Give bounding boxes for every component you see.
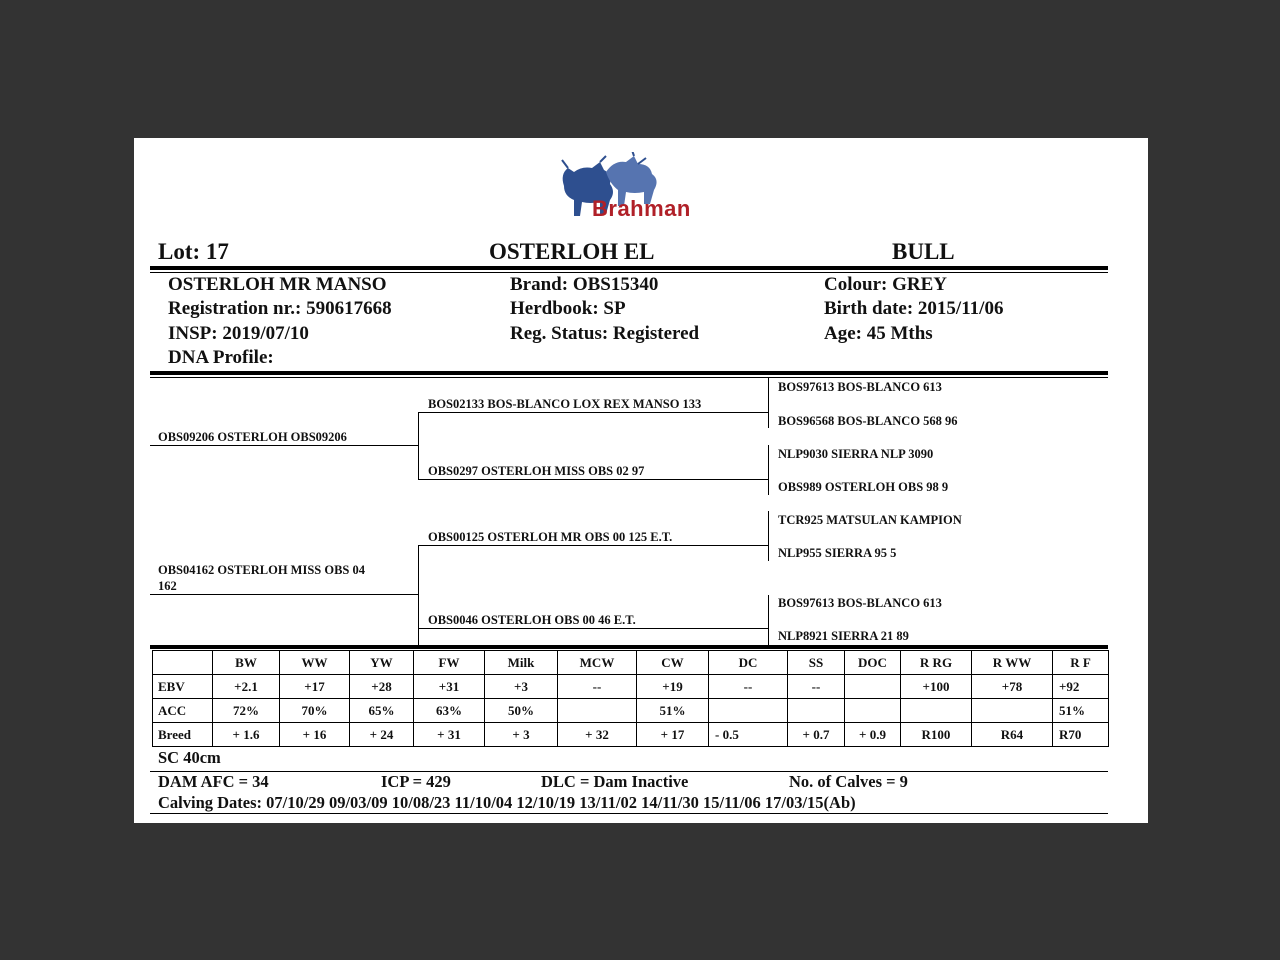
ebv-cell: + 0.9 bbox=[845, 723, 901, 747]
pedigree-line bbox=[150, 445, 418, 446]
ebv-header-cell: R WW bbox=[972, 651, 1053, 675]
pedigree-top-rule-thin bbox=[150, 377, 1108, 378]
ebv-header-cell: BW bbox=[213, 651, 280, 675]
ebv-header-cell: SS bbox=[788, 651, 845, 675]
pedigree-sire: OBS09206 OSTERLOH OBS09206 bbox=[158, 430, 347, 444]
pedigree-sire-dam: OBS0297 OSTERLOH MISS OBS 02 97 bbox=[428, 464, 645, 478]
pedigree-line bbox=[768, 445, 769, 495]
dna-profile: DNA Profile: bbox=[168, 347, 274, 368]
number-of-calves: No. of Calves = 9 bbox=[789, 772, 908, 791]
pedigree-sss: BOS97613 BOS-BLANCO 613 bbox=[778, 380, 942, 394]
ebv-header-cell: R F bbox=[1053, 651, 1109, 675]
pedigree-dsd: NLP955 SIERRA 95 5 bbox=[778, 546, 897, 560]
ebv-cell bbox=[558, 699, 637, 723]
ebv-row-label: ACC bbox=[153, 699, 213, 723]
ebv-top-rule bbox=[150, 645, 1108, 649]
lot-number: Lot: 17 bbox=[158, 239, 229, 264]
icp: ICP = 429 bbox=[381, 772, 451, 791]
dam-afc: DAM AFC = 34 bbox=[158, 772, 269, 791]
calving-dates: Calving Dates: 07/10/29 09/03/09 10/08/23 11/10/04 12/10/19 13/11/02 14/11/30 15/11/06 17/03/15(Ab) bbox=[158, 793, 856, 812]
animal-sex: BULL bbox=[892, 239, 955, 264]
pedigree-ddd: NLP8921 SIERRA 21 89 bbox=[778, 629, 909, 643]
ebv-row-label: EBV bbox=[153, 675, 213, 699]
ebv-cell: + 24 bbox=[350, 723, 414, 747]
pedigree-line bbox=[150, 594, 418, 595]
ebv-header-cell: DOC bbox=[845, 651, 901, 675]
ebv-cell bbox=[972, 699, 1053, 723]
pedigree-dds: BOS97613 BOS-BLANCO 613 bbox=[778, 596, 942, 610]
ebv-cell: 50% bbox=[485, 699, 558, 723]
ebv-header-cell bbox=[153, 651, 213, 675]
ebv-cell: + 16 bbox=[280, 723, 350, 747]
ebv-cell: +3 bbox=[485, 675, 558, 699]
pedigree-dam-dam: OBS0046 OSTERLOH OBS 00 46 E.T. bbox=[428, 613, 636, 627]
ebv-cell: + 32 bbox=[558, 723, 637, 747]
ebv-cell: + 1.6 bbox=[213, 723, 280, 747]
animal-name: OSTERLOH MR MANSO bbox=[168, 274, 387, 295]
pedigree-line bbox=[418, 545, 768, 546]
ebv-cell bbox=[845, 675, 901, 699]
herdbook: Herdbook: SP bbox=[510, 298, 626, 319]
ebv-header-cell: YW bbox=[350, 651, 414, 675]
pedigree-line bbox=[768, 595, 769, 645]
ebv-cell bbox=[845, 699, 901, 723]
ebv-cell: R100 bbox=[901, 723, 972, 747]
ebv-header-cell: MCW bbox=[558, 651, 637, 675]
ebv-cell: -- bbox=[788, 675, 845, 699]
logo-text: Brahman bbox=[592, 196, 691, 221]
ebv-cell: +100 bbox=[901, 675, 972, 699]
ebv-cell: + 17 bbox=[637, 723, 709, 747]
pedigree-line bbox=[418, 545, 419, 645]
ebv-cell bbox=[709, 699, 788, 723]
birth-date: Birth date: 2015/11/06 bbox=[824, 298, 1004, 319]
pedigree-sds: NLP9030 SIERRA NLP 3090 bbox=[778, 447, 934, 461]
ebv-table bbox=[152, 650, 1109, 747]
ebv-header-cell: R RG bbox=[901, 651, 972, 675]
ebv-row-ebv bbox=[153, 675, 1109, 699]
footer-bottom-rule bbox=[150, 813, 1108, 814]
ebv-cell: - 0.5 bbox=[709, 723, 788, 747]
ebv-header-cell: DC bbox=[709, 651, 788, 675]
scrotal-circumference: SC 40cm bbox=[158, 748, 221, 767]
colour: Colour: GREY bbox=[824, 274, 947, 295]
ebv-cell: 70% bbox=[280, 699, 350, 723]
ebv-row-breed bbox=[153, 723, 1109, 747]
pedigree-line bbox=[418, 412, 419, 479]
ebv-cell: + 0.7 bbox=[788, 723, 845, 747]
ebv-cell: +17 bbox=[280, 675, 350, 699]
registration-number: Registration nr.: 590617668 bbox=[168, 298, 392, 319]
ebv-cell: + 3 bbox=[485, 723, 558, 747]
pedigree-line bbox=[768, 378, 769, 428]
ebv-cell: -- bbox=[558, 675, 637, 699]
pedigree-top-rule bbox=[150, 371, 1108, 375]
ebv-header-cell: WW bbox=[280, 651, 350, 675]
pedigree-dam: OBS04162 OSTERLOH MISS OBS 04 bbox=[158, 563, 366, 577]
pedigree-dam-sire: OBS00125 OSTERLOH MR OBS 00 125 E.T. bbox=[428, 530, 673, 544]
ebv-cell: -- bbox=[709, 675, 788, 699]
ebv-cell: 65% bbox=[350, 699, 414, 723]
pedigree-line bbox=[418, 628, 768, 629]
age: Age: 45 Mths bbox=[824, 323, 933, 344]
ebv-header-cell: CW bbox=[637, 651, 709, 675]
dlc: DLC = Dam Inactive bbox=[541, 772, 689, 791]
brand: Brand: OBS15340 bbox=[510, 274, 659, 295]
ebv-header-cell: Milk bbox=[485, 651, 558, 675]
inspection-date: INSP: 2019/07/10 bbox=[168, 323, 309, 344]
ebv-cell: +92 bbox=[1053, 675, 1109, 699]
ebv-cell: 51% bbox=[637, 699, 709, 723]
pedigree-dam-cont: 162 bbox=[158, 579, 177, 593]
header-rule bbox=[150, 266, 1108, 270]
pedigree-sire-sire: BOS02133 BOS-BLANCO LOX REX MANSO 133 bbox=[428, 397, 702, 411]
ebv-cell: +78 bbox=[972, 675, 1053, 699]
ebv-cell: 63% bbox=[414, 699, 485, 723]
ebv-cell: + 31 bbox=[414, 723, 485, 747]
ebv-cell: 51% bbox=[1053, 699, 1109, 723]
ebv-cell: +31 bbox=[414, 675, 485, 699]
ebv-header-cell: FW bbox=[414, 651, 485, 675]
ebv-cell: R70 bbox=[1053, 723, 1109, 747]
breeder-name: OSTERLOH EL bbox=[489, 239, 655, 264]
pedigree-dss: TCR925 MATSULAN KAMPION bbox=[778, 513, 962, 527]
ebv-cell: 72% bbox=[213, 699, 280, 723]
ebv-row-label: Breed bbox=[153, 723, 213, 747]
header-rule-thin bbox=[150, 272, 1108, 273]
ebv-cell bbox=[788, 699, 845, 723]
ebv-cell: R64 bbox=[972, 723, 1053, 747]
ebv-cell: +2.1 bbox=[213, 675, 280, 699]
ebv-cell: +28 bbox=[350, 675, 414, 699]
pedigree-ssd: BOS96568 BOS-BLANCO 568 96 bbox=[778, 414, 958, 428]
pedigree-sdd: OBS989 OSTERLOH OBS 98 9 bbox=[778, 480, 949, 494]
pedigree-line bbox=[768, 511, 769, 561]
pedigree-line bbox=[418, 479, 768, 480]
ebv-cell bbox=[901, 699, 972, 723]
ebv-cell: +19 bbox=[637, 675, 709, 699]
ebv-header-row bbox=[153, 651, 1109, 675]
registration-status: Reg. Status: Registered bbox=[510, 323, 700, 344]
pedigree-line bbox=[418, 412, 768, 413]
catalogue-card bbox=[134, 138, 1148, 823]
ebv-row-acc bbox=[153, 699, 1109, 723]
